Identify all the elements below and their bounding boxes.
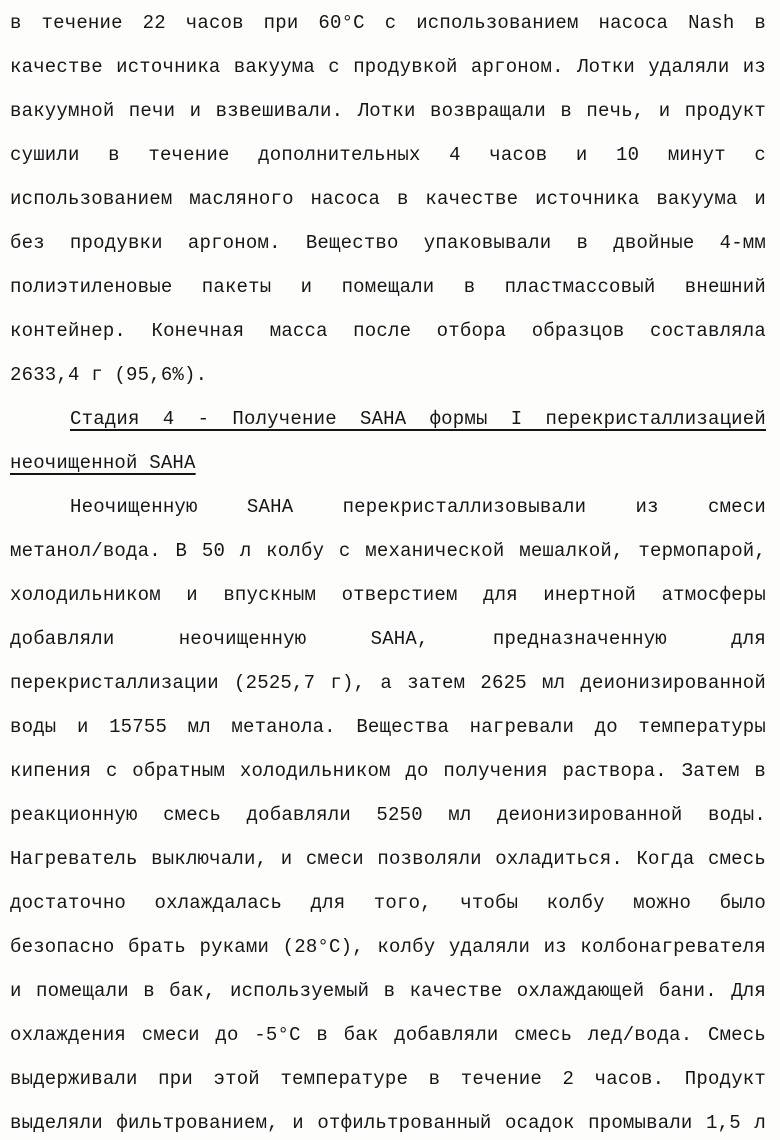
text-line: контейнер. Конечная масса после отбора образцов составляла xyxy=(10,320,766,342)
text-line: выдерживали при этой температуре в течение 2 часов. Продукт xyxy=(10,1068,766,1090)
text-line: охлаждения смеси до -5°С в бак добавляли смесь лед/вода. Смесь xyxy=(10,1024,766,1046)
text-line: вакуумной печи и взвешивали. Лотки возвращали в печь, и продукт xyxy=(10,100,766,122)
text-line: использованием масляного насоса в качестве источника вакуума и xyxy=(10,188,766,210)
text-line: реакционную смесь добавляли 5250 мл деионизированной воды. xyxy=(10,804,766,826)
section-heading-line: Стадия 4 - Получение SAHA формы I перекристаллизацией xyxy=(70,408,766,430)
text-line: холодильником и впускным отверстием для инертной атмосферы xyxy=(10,584,766,606)
text-line: в течение 22 часов при 60°С с использованием насоса Nash в xyxy=(10,12,766,34)
text-line: безопасно брать руками (28°С), колбу удаляли из колбонагревателя xyxy=(10,936,766,958)
text-line: и помещали в бак, используемый в качестве охлаждающей бани. Для xyxy=(10,980,766,1002)
text-line: кипения с обратным холодильником до получения раствора. Затем в xyxy=(10,760,766,782)
text-line: сушили в течение дополнительных 4 часов и 10 минут с xyxy=(10,144,766,166)
text-line: полиэтиленовые пакеты и помещали в пластмассовый внешний xyxy=(10,276,766,298)
text-line: добавляли неочищенную SAHA, предназначенную для xyxy=(10,628,766,650)
text-line: выделяли фильтрованием, и отфильтрованный осадок промывали 1,5 л xyxy=(10,1112,766,1134)
text-line: качестве источника вакуума с продувкой аргоном. Лотки удаляли из xyxy=(10,56,766,78)
text-line-paragraph-end: 2633,4 г (95,6%). xyxy=(10,364,208,386)
text-line: перекристаллизации (2525,7 г), а затем 2625 мл деионизированной xyxy=(10,672,766,694)
text-line: метанол/вода. В 50 л колбу с механической мешалкой, термопарой, xyxy=(10,540,766,562)
text-line: достаточно охлаждалась для того, чтобы колбу можно было xyxy=(10,892,766,914)
text-line: воды и 15755 мл метанола. Вещества нагревали до температуры xyxy=(10,716,766,738)
text-line-paragraph-start: Неочищенную SAHA перекристаллизовывали из смеси xyxy=(70,496,766,518)
section-heading-line: неочищенной SAHA xyxy=(10,452,196,474)
text-line: Нагреватель выключали, и смеси позволяли охладиться. Когда смесь xyxy=(10,848,766,870)
text-line: без продувки аргоном. Вещество упаковывали в двойные 4-мм xyxy=(10,232,766,254)
